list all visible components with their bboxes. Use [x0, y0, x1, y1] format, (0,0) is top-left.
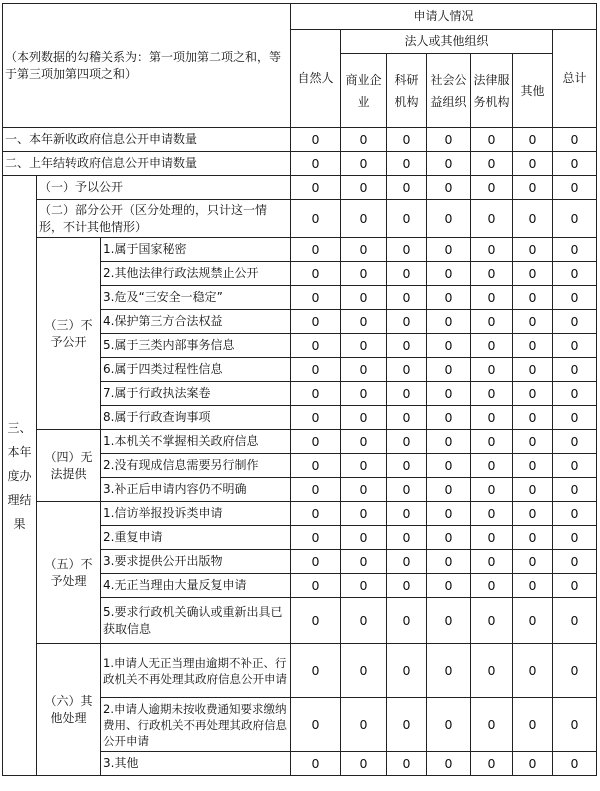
cell: 0: [513, 502, 553, 526]
cell: 0: [553, 152, 597, 176]
cell: 0: [471, 176, 513, 200]
cell: 0: [513, 644, 553, 698]
cell: 0: [387, 598, 427, 644]
cell: 0: [387, 430, 427, 454]
cell: 0: [427, 644, 471, 698]
cell: 0: [291, 598, 341, 644]
cell: 0: [553, 406, 597, 430]
cell: 0: [513, 550, 553, 574]
col-header-legal-service: 法律服务机构: [471, 54, 513, 128]
table-row: [3, 644, 597, 698]
cell: 0: [553, 128, 597, 152]
cell: 0: [471, 526, 513, 550]
cell: 0: [471, 358, 513, 382]
cell: 0: [387, 502, 427, 526]
cell: 0: [427, 382, 471, 406]
col-header-public-welfare: 社会公益组织: [427, 54, 471, 128]
group-label: （四）无法提供: [37, 430, 101, 502]
cell: 0: [291, 430, 341, 454]
applicant-header: 申请人情况: [291, 4, 597, 30]
cell: 0: [553, 310, 597, 334]
cell: 0: [341, 698, 387, 752]
cell: 0: [513, 334, 553, 358]
cell: 0: [387, 752, 427, 776]
cell: 0: [513, 286, 553, 310]
cell: 0: [553, 200, 597, 238]
cell: 0: [471, 752, 513, 776]
cell: 0: [471, 128, 513, 152]
cell: 0: [471, 200, 513, 238]
cell: 0: [291, 286, 341, 310]
cell: 0: [513, 152, 553, 176]
cell: 0: [513, 310, 553, 334]
cell: 0: [427, 502, 471, 526]
cell: 0: [291, 502, 341, 526]
row-label: 4.无正当理由大量反复申请: [101, 574, 291, 598]
cell: 0: [427, 698, 471, 752]
cell: 0: [471, 430, 513, 454]
cell: 0: [513, 238, 553, 262]
cell: 0: [427, 454, 471, 478]
cell: 0: [341, 382, 387, 406]
cell: 0: [291, 176, 341, 200]
row-label: 二、上年结转政府信息公开申请数量: [3, 152, 291, 176]
total-header: 总计: [553, 30, 597, 128]
row-label: 3.危及“三安全一稳定”: [101, 286, 291, 310]
table-row: [3, 238, 597, 262]
cell: 0: [341, 152, 387, 176]
cell: 0: [341, 574, 387, 598]
cell: 0: [427, 128, 471, 152]
cell: 0: [513, 358, 553, 382]
cell: 0: [471, 644, 513, 698]
table-row: [3, 128, 597, 152]
cell: 0: [553, 478, 597, 502]
row-label: （二）部分公开（区分处理的，只计这一情形，不计其他情形）: [37, 200, 291, 238]
cell: 0: [291, 238, 341, 262]
cell: 0: [387, 262, 427, 286]
cell: 0: [513, 478, 553, 502]
row-label: 3.其他: [101, 752, 291, 776]
row-label: 一、本年新收政府信息公开申请数量: [3, 128, 291, 152]
cell: 0: [471, 382, 513, 406]
cell: 0: [341, 286, 387, 310]
cell: 0: [553, 382, 597, 406]
cell: 0: [553, 176, 597, 200]
table-row: [3, 200, 597, 238]
cell: 0: [471, 478, 513, 502]
cell: 0: [341, 454, 387, 478]
cell: 0: [513, 598, 553, 644]
cell: 0: [427, 752, 471, 776]
cell: 0: [553, 262, 597, 286]
table-row: [3, 152, 597, 176]
cell: 0: [471, 598, 513, 644]
row-label: 1.本机关不掌握相关政府信息: [101, 430, 291, 454]
cell: 0: [553, 644, 597, 698]
cell: 0: [513, 752, 553, 776]
cell: 0: [427, 526, 471, 550]
row-label: 2.其他法律行政法规禁止公开: [101, 262, 291, 286]
cell: 0: [427, 598, 471, 644]
cell: 0: [471, 334, 513, 358]
row-label: 4.保护第三方合法权益: [101, 310, 291, 334]
cell: 0: [553, 752, 597, 776]
cell: 0: [291, 128, 341, 152]
row-label: 5.属于三类内部事务信息: [101, 334, 291, 358]
col-header-research: 科研机构: [387, 54, 427, 128]
cell: 0: [341, 752, 387, 776]
cell: 0: [291, 406, 341, 430]
cell: 0: [291, 454, 341, 478]
row-label: 2.申请人逾期未按收费通知要求缴纳费用、行政机关不再处理其政府信息公开申请: [101, 698, 291, 752]
cell: 0: [291, 334, 341, 358]
cell: 0: [513, 262, 553, 286]
cell: 0: [291, 752, 341, 776]
cell: 0: [427, 334, 471, 358]
cell: 0: [387, 644, 427, 698]
cell: 0: [291, 526, 341, 550]
section3-label: 三、本年度办理结果: [3, 176, 37, 776]
natural-person-header: 自然人: [291, 30, 341, 128]
cell: 0: [471, 286, 513, 310]
cell: 0: [471, 152, 513, 176]
cell: 0: [553, 598, 597, 644]
cell: 0: [341, 502, 387, 526]
row-label: 3.补正后申请内容仍不明确: [101, 478, 291, 502]
cell: 0: [513, 176, 553, 200]
cell: 0: [341, 128, 387, 152]
cell: 0: [291, 152, 341, 176]
cell: 0: [553, 454, 597, 478]
cell: 0: [427, 200, 471, 238]
cell: 0: [427, 310, 471, 334]
cell: 0: [291, 310, 341, 334]
cell: 0: [341, 550, 387, 574]
cell: 0: [427, 176, 471, 200]
cell: 0: [513, 698, 553, 752]
cell: 0: [553, 286, 597, 310]
cell: 0: [341, 262, 387, 286]
cell: 0: [513, 526, 553, 550]
table-row: [3, 430, 597, 454]
cell: 0: [471, 238, 513, 262]
cell: 0: [471, 550, 513, 574]
cell: 0: [553, 358, 597, 382]
cell: 0: [291, 698, 341, 752]
cell: 0: [387, 238, 427, 262]
cell: 0: [513, 454, 553, 478]
cell: 0: [291, 478, 341, 502]
cell: 0: [513, 406, 553, 430]
cell: 0: [427, 478, 471, 502]
cell: 0: [553, 334, 597, 358]
cell: 0: [387, 478, 427, 502]
cell: 0: [553, 502, 597, 526]
cell: 0: [387, 152, 427, 176]
legal-entity-header: 法人或其他组织: [341, 30, 553, 54]
cell: 0: [291, 382, 341, 406]
cell: 0: [427, 286, 471, 310]
col-header-other: 其他: [513, 54, 553, 128]
col-header-business: 商业企业: [341, 54, 387, 128]
row-label: 7.属于行政执法案卷: [101, 382, 291, 406]
cell: 0: [427, 574, 471, 598]
cell: 0: [341, 430, 387, 454]
cell: 0: [513, 574, 553, 598]
gov-info-disclosure-table: [2, 3, 597, 776]
cell: 0: [341, 598, 387, 644]
row-label: （一）予以公开: [37, 176, 291, 200]
cell: 0: [387, 200, 427, 238]
cell: 0: [471, 310, 513, 334]
table-row: [3, 502, 597, 526]
cell: 0: [387, 550, 427, 574]
cell: 0: [553, 526, 597, 550]
cell: 0: [471, 406, 513, 430]
cell: 0: [341, 406, 387, 430]
cell: 0: [341, 176, 387, 200]
row-label: 1.属于国家秘密: [101, 238, 291, 262]
cell: 0: [291, 550, 341, 574]
cell: 0: [387, 286, 427, 310]
row-label: 2.重复申请: [101, 526, 291, 550]
cell: 0: [513, 430, 553, 454]
cell: 0: [427, 238, 471, 262]
cell: 0: [387, 698, 427, 752]
cell: 0: [291, 200, 341, 238]
cell: 0: [387, 128, 427, 152]
cell: 0: [341, 334, 387, 358]
cell: 0: [387, 526, 427, 550]
cell: 0: [291, 358, 341, 382]
cell: 0: [291, 262, 341, 286]
cell: 0: [427, 430, 471, 454]
cell: 0: [341, 200, 387, 238]
cell: 0: [427, 262, 471, 286]
cell: 0: [387, 454, 427, 478]
cell: 0: [553, 698, 597, 752]
cell: 0: [387, 176, 427, 200]
cell: 0: [427, 550, 471, 574]
cell: 0: [553, 238, 597, 262]
group-label: （六）其他处理: [37, 644, 101, 776]
cell: 0: [291, 574, 341, 598]
cell: 0: [427, 406, 471, 430]
cell: 0: [471, 502, 513, 526]
table-note: （本列数据的勾稽关系为：第一项加第二项之和，等于第三项加第四项之和）: [3, 4, 291, 128]
row-label: 2.没有现成信息需要另行制作: [101, 454, 291, 478]
cell: 0: [387, 310, 427, 334]
cell: 0: [341, 358, 387, 382]
cell: 0: [291, 644, 341, 698]
cell: 0: [471, 574, 513, 598]
cell: 0: [341, 478, 387, 502]
row-label: 8.属于行政查询事项: [101, 406, 291, 430]
cell: 0: [341, 310, 387, 334]
cell: 0: [427, 358, 471, 382]
cell: 0: [471, 262, 513, 286]
cell: 0: [513, 382, 553, 406]
cell: 0: [427, 152, 471, 176]
cell: 0: [341, 238, 387, 262]
cell: 0: [553, 550, 597, 574]
row-label: 1.信访举报投诉类申请: [101, 502, 291, 526]
cell: 0: [387, 406, 427, 430]
cell: 0: [387, 574, 427, 598]
row-label: 3.要求提供公开出版物: [101, 550, 291, 574]
group-label: （五）不予处理: [37, 502, 101, 644]
table-row: [3, 176, 597, 200]
cell: 0: [471, 698, 513, 752]
cell: 0: [513, 128, 553, 152]
cell: 0: [387, 358, 427, 382]
row-label: 6.属于四类过程性信息: [101, 358, 291, 382]
cell: 0: [513, 200, 553, 238]
row-label: 5.要求行政机关确认或重新出具已获取信息: [101, 598, 291, 644]
group-label: （三）不予公开: [37, 238, 101, 430]
cell: 0: [341, 526, 387, 550]
row-label: 1.申请人无正当理由逾期不补正、行政机关不再处理其政府信息公开申请: [101, 644, 291, 698]
cell: 0: [387, 382, 427, 406]
cell: 0: [387, 334, 427, 358]
cell: 0: [341, 644, 387, 698]
cell: 0: [553, 430, 597, 454]
cell: 0: [553, 574, 597, 598]
cell: 0: [471, 454, 513, 478]
